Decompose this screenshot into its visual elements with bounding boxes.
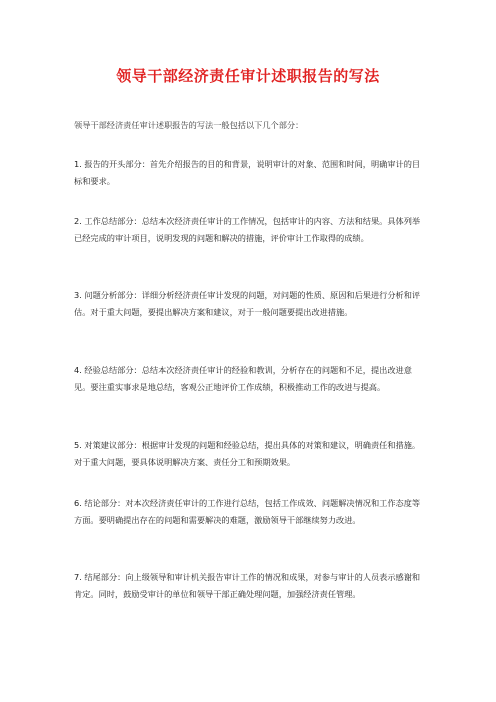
section-4-paragraph: 4. 经验总结部分：总结本次经济责任审计的经验和教训，分析存在的问题和不足，提出改进意见。要注重实事求是地总结，客观公正地评价工作成绩，积极推动工作的改进与提高。	[74, 365, 412, 392]
section-3-paragraph: 3. 问题分析部分：详细分析经济责任审计发现的问题，对问题的性质、原因和后果进行分析和评估。对于重大问题，要提出解决方案和建议，对于一般问题要提出改进措施。	[74, 290, 421, 317]
intro-paragraph: 领导干部经济责任审计述职报告的写法一般包括以下几个部分：	[74, 120, 304, 130]
section-1-paragraph: 1. 报告的开头部分：首先介绍报告的目的和背景，说明审计的对象、范围和时间，明确审计的目标和要求。	[74, 159, 421, 186]
document-title: 领导干部经济责任审计述职报告的写法	[116, 67, 380, 85]
section-5-paragraph: 5. 对策建议部分：根据审计发现的问题和经验总结，提出具体的对策和建议，明确责任和措施。对于重大问题，要具体说明解决方案、责任分工和预期效果。	[74, 440, 421, 467]
section-2-paragraph: 2. 工作总结部分：总结本次经济责任审计的工作情况，包括审计的内容、方法和结果。具体列举已经完成的审计项目，说明发现的问题和解决的措施，评价审计工作取得的成绩。	[74, 216, 421, 243]
section-6-paragraph: 6. 结论部分：对本次经济责任审计的工作进行总结，包括工作成效、问题解决情况和工作态度等方面。要明确提出存在的问题和需要解决的难题，激励领导干部继续努力改进。	[74, 498, 421, 525]
section-7-paragraph: 7. 结尾部分：向上级领导和审计机关报告审计工作的情况和成果，对参与审计的人员表示感谢和肯定。同时，鼓励受审计的单位和领导干部正确处理问题，加强经济责任管理。	[74, 572, 421, 599]
